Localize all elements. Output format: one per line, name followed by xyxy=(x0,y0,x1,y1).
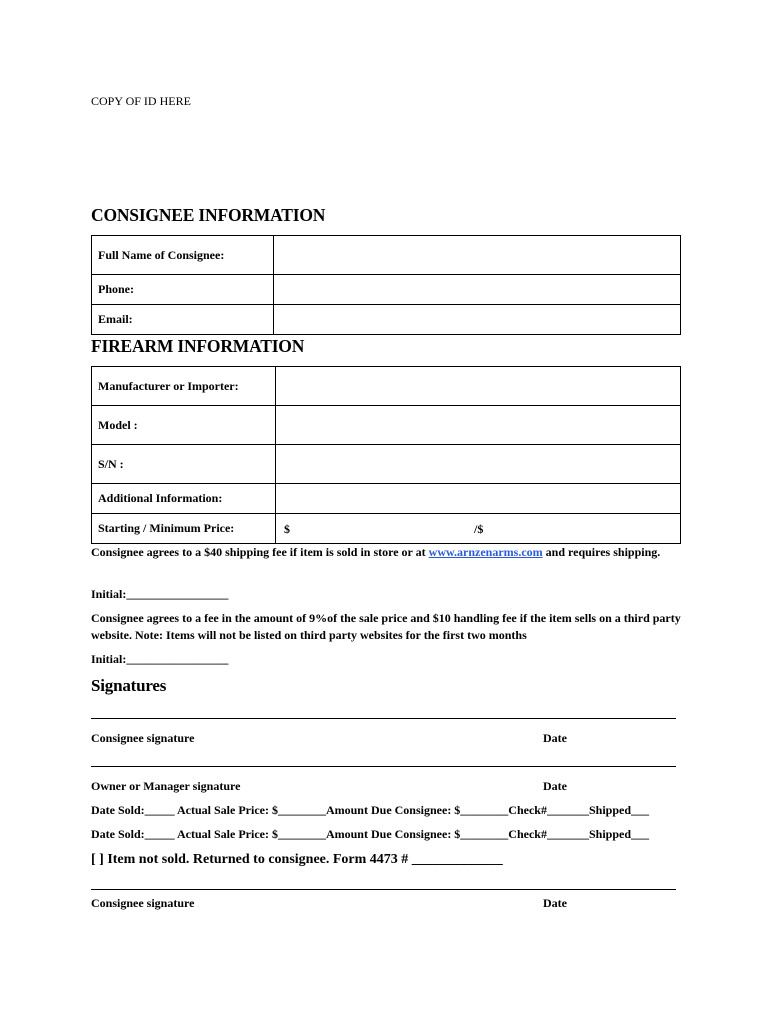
price-dollar-sign: $ xyxy=(284,522,290,536)
return-signature-line[interactable] xyxy=(91,889,676,890)
shipping-fee-terms xyxy=(91,544,691,561)
consignee-information-table xyxy=(91,235,681,335)
consignee-information-heading: CONSIGNEE INFORMATION xyxy=(91,205,326,225)
additional-information-label: Additional Information: xyxy=(92,484,276,514)
owner-date-label: Date xyxy=(543,779,567,793)
signatures-heading: Signatures xyxy=(91,676,167,695)
shipping-terms-text-end: and requires shipping. xyxy=(542,545,661,559)
consignee-signature-line[interactable] xyxy=(91,718,676,719)
phone-label: Phone: xyxy=(92,275,274,305)
initial-line-1[interactable]: Initial:_________________ xyxy=(91,587,229,601)
email-field[interactable] xyxy=(274,305,681,335)
copy-of-id-label: COPY OF ID HERE xyxy=(91,94,191,108)
manufacturer-label: Manufacturer or Importer: xyxy=(92,367,276,406)
owner-signature-line[interactable] xyxy=(91,766,676,767)
website-link[interactable]: www.arnzenarms.com xyxy=(428,545,543,559)
return-consignee-signature-label: Consignee signature xyxy=(91,896,195,910)
consignee-date-label: Date xyxy=(543,731,567,745)
price-slash-dollar: /$ xyxy=(474,522,484,536)
sale-record-line-2[interactable]: Date Sold:_____ Actual Sale Price: $________Amount Due Consignee: $________Check#_______Shipped___ xyxy=(91,827,650,841)
return-date-label: Date xyxy=(543,896,567,910)
price-field[interactable] xyxy=(276,514,681,544)
sale-record-line-1[interactable]: Date Sold:_____ Actual Sale Price: $________Amount Due Consignee: $________Check#_______Shipped___ xyxy=(91,803,650,817)
serial-number-label: S/N : xyxy=(92,445,276,484)
initial-line-2[interactable]: Initial:_________________ xyxy=(91,652,229,666)
shipping-terms-text: Consignee agrees to a $40 shipping fee if item is sold in store or at xyxy=(91,545,429,559)
consignee-signature-label: Consignee signature xyxy=(91,731,195,745)
additional-information-field[interactable] xyxy=(276,484,681,514)
firearm-information-table xyxy=(91,366,681,544)
third-party-fee-terms: Consignee agrees to a fee in the amount of 9%of the sale price and $10 handling fee if the item sells on a third party website. Note: Items will not be listed on third party websites for the first two months xyxy=(91,611,681,642)
full-name-field[interactable] xyxy=(274,236,681,275)
owner-signature-label: Owner or Manager signature xyxy=(91,779,241,793)
phone-field[interactable] xyxy=(274,275,681,305)
full-name-label: Full Name of Consignee: xyxy=(92,236,274,275)
serial-number-field[interactable] xyxy=(276,445,681,484)
item-not-sold-checkbox-line[interactable]: [ ] Item not sold. Returned to consignee. Form 4473 # _____________ xyxy=(91,852,503,867)
email-label: Email: xyxy=(92,305,274,335)
manufacturer-field[interactable] xyxy=(276,367,681,406)
firearm-information-heading: FIREARM INFORMATION xyxy=(91,336,305,356)
model-label: Model : xyxy=(92,406,276,445)
model-field[interactable] xyxy=(276,406,681,445)
price-label: Starting / Minimum Price: xyxy=(92,514,276,544)
